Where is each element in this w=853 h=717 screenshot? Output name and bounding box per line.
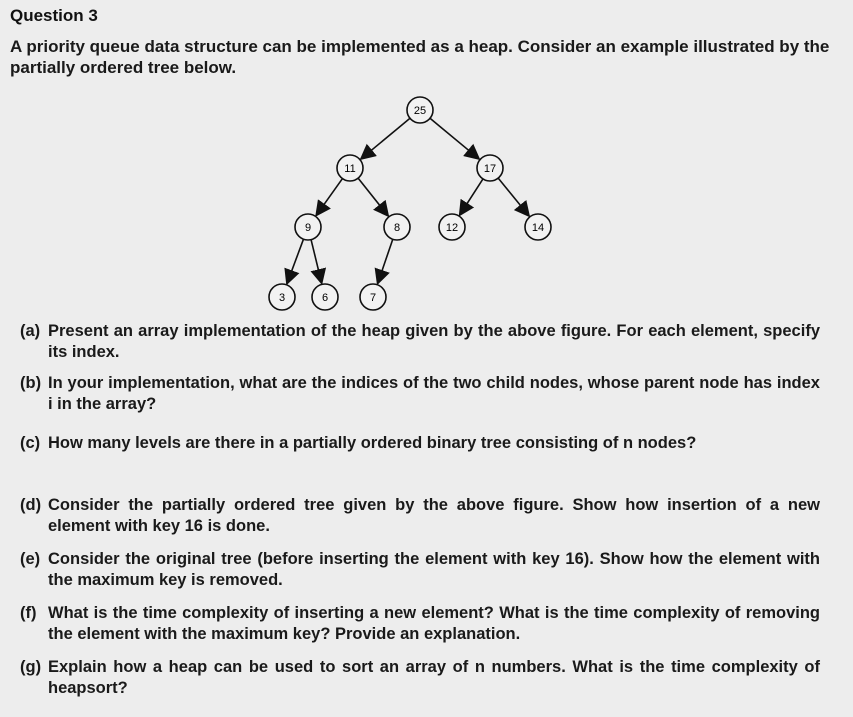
- tree-edge: [378, 239, 393, 283]
- tree-node: [384, 214, 410, 240]
- tree-edge: [460, 179, 483, 215]
- tree-node: [337, 155, 363, 181]
- tree-node: [269, 284, 295, 310]
- subquestion-label: (a): [20, 322, 41, 340]
- tree-edge: [361, 118, 410, 159]
- subquestion-label: (d): [20, 496, 42, 514]
- subquestion-label: (b): [20, 374, 42, 392]
- tree-edge: [287, 239, 304, 284]
- tree-edge: [311, 240, 322, 284]
- tree-node-key: 3: [278, 292, 286, 304]
- subquestion-text: How many levels are there in a partially ordered binary tree consisting of n nodes?: [48, 434, 697, 452]
- tree-edge: [430, 118, 479, 159]
- question-intro: A priority queue data structure can be implemented as a heap. Consider an example illustrated by the partially ordered tree below.: [10, 37, 830, 77]
- tree-node-key: 8: [393, 222, 401, 234]
- subquestion-text: In your implementation, what are the indices of the two child nodes, whose parent node has index i in the array?: [48, 374, 820, 413]
- subquestion-c: [20, 433, 820, 454]
- tree-node: [295, 214, 321, 240]
- subquestion-f: [20, 603, 820, 645]
- subquestion-e: [20, 549, 820, 591]
- tree-node: [312, 284, 338, 310]
- tree-node: [439, 214, 465, 240]
- subquestion-text: Present an array implementation of the heap given by the above figure. For each element, specify its index.: [48, 322, 820, 361]
- subquestion-b: [20, 373, 820, 415]
- subquestion-d: [20, 495, 820, 537]
- tree-node-key: 9: [304, 222, 312, 234]
- tree-edge: [358, 178, 388, 216]
- tree-node: [525, 214, 551, 240]
- tree-node: [477, 155, 503, 181]
- tree-node-key: 12: [445, 222, 459, 234]
- subquestion-text: What is the time complexity of inserting a new element? What is the time complexity of removing the element with the maximum key? Provide an explanation.: [48, 604, 820, 643]
- tree-node: [360, 284, 386, 310]
- subquestion-text: Explain how a heap can be used to sort an array of n numbers. What is the time complexity of heapsort?: [48, 658, 820, 697]
- tree-node-key: 17: [483, 163, 497, 175]
- heap-tree-diagram: [0, 0, 853, 330]
- question-title: Question 3: [10, 6, 98, 25]
- subquestion-label: (e): [20, 550, 41, 568]
- tree-edge: [316, 179, 342, 216]
- subquestion-a: [20, 321, 820, 363]
- subquestion-text: Consider the partially ordered tree given by the above figure. Show how insertion of a new element with key 16 is done.: [48, 496, 820, 535]
- subquestion-label: (c): [20, 434, 41, 452]
- tree-node-key: 6: [321, 292, 329, 304]
- subquestion-g: [20, 657, 820, 699]
- subquestion-text: Consider the original tree (before inserting the element with key 16). Show how the element with the maximum key is removed.: [48, 550, 820, 589]
- tree-node-key: 11: [344, 163, 356, 175]
- tree-node-key: 14: [531, 222, 545, 234]
- tree-node-key: 7: [369, 292, 377, 304]
- subquestion-label: (g): [20, 658, 42, 676]
- tree-node-key: 25: [413, 105, 427, 117]
- tree-edge: [498, 178, 529, 216]
- subquestion-label: (f): [20, 604, 37, 622]
- tree-node: [407, 97, 433, 123]
